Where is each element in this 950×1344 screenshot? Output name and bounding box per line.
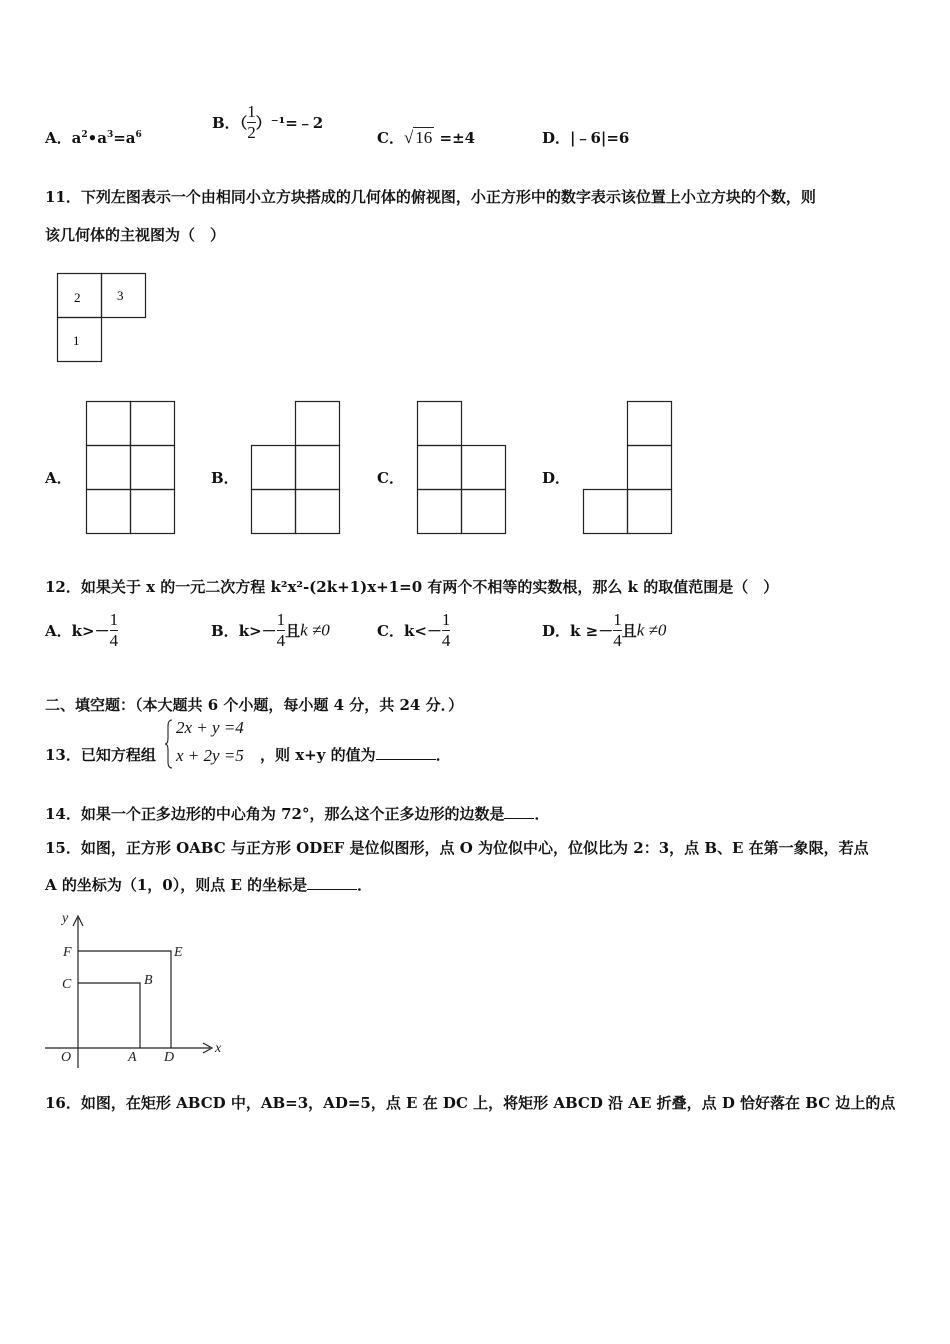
q11-option-b-label: B． [211, 469, 239, 487]
q13-prefix: 13．已知方程组 [45, 746, 156, 764]
label-d: D [164, 1050, 175, 1065]
answer-blank[interactable] [307, 875, 357, 890]
q11-option-c-label: C． [377, 469, 404, 487]
q13-suffix: ，则 x+y 的值为 ． [260, 746, 451, 764]
q12-option-a: A．k>－ $\frac{1}{4}$ [45, 610, 119, 650]
q12-option-d: D．k ≥－ $\frac{1}{4}$ 且k ≠0 [542, 610, 667, 650]
square-oabc [78, 983, 140, 1048]
label-o: O [61, 1050, 72, 1065]
label-f: F [63, 945, 72, 960]
q12-stem: 12．如果关于 x 的一元二次方程 k²x²-(2k+1)x+1=0 有两个不相等的实数根，那么 k 的取值范围是（ ） [45, 578, 779, 596]
q11-option-d-figure [577, 395, 677, 538]
q10-option-c: C．√ 16 =±4 [377, 128, 476, 147]
top-view-number: 3 [117, 288, 124, 303]
q13-equation-1: 2x + y =4 [176, 718, 244, 737]
top-view-number: 1 [73, 333, 80, 348]
label-y: y [62, 911, 69, 926]
q15-stem-line2: A 的坐标为（1，0），则点 E 的坐标是 ． [45, 876, 373, 894]
q11-stem-line1: 11．下列左图表示一个由相同小立方块搭成的几何体的俯视图，小正方形中的数字表示该位置上小立方块的个数，则 [45, 188, 816, 206]
label-a: A [128, 1050, 137, 1065]
q11-stem-line2: 该几何体的主视图为（ ） [45, 226, 226, 244]
fraction-one-quarter: $\frac{1}{4}$ [276, 610, 286, 650]
square-odef [78, 951, 171, 1048]
sqrt-sign-icon: √ [403, 128, 414, 147]
q11-option-a-label: A． [45, 469, 72, 487]
q11-option-c-figure [411, 395, 511, 538]
answer-blank[interactable] [376, 745, 436, 760]
top-view-cell [102, 274, 146, 318]
q11-option-a-figure [80, 395, 180, 538]
q16-stem: 16．如图，在矩形 ABCD 中，AB=3，AD=5，点 E 在 DC 上，将矩形 ABCD 沿 AE 折叠，点 D 恰好落在 BC 边上的点 [45, 1094, 896, 1112]
label-b: B [144, 973, 153, 988]
answer-blank[interactable] [504, 804, 534, 819]
q10-option-a: A．$a^2•a^3=a^6$ [45, 129, 142, 147]
q15-coordinate-figure [40, 908, 230, 1070]
q12-option-b: B．k>－ $\frac{1}{4}$ 且k ≠0 [211, 610, 330, 650]
fraction-one-quarter: $\frac{1}{4}$ [109, 610, 119, 650]
top-view-cell [58, 318, 102, 362]
q15-stem-line1: 15．如图，正方形 OABC 与正方形 ODEF 是位似图形，点 O 为位似中心，位似比为 2：3，点 B、E 在第一象限，若点 [45, 839, 869, 857]
q12-option-c: C．k<－ $\frac{1}{4}$ [377, 610, 451, 650]
section-heading: 二、填空题：（本大题共 6 个小题，每小题 4 分，共 24 分．） [45, 696, 464, 714]
fraction-one-quarter: $\frac{1}{4}$ [613, 610, 622, 650]
left-brace-icon [164, 718, 174, 770]
label-e: E [174, 945, 183, 960]
label-x: x [215, 1041, 222, 1056]
q11-option-b-figure [245, 395, 345, 538]
fraction-one-quarter: $\frac{1}{4}$ [441, 610, 451, 650]
q14-stem: 14．如果一个正多边形的中心角为 72°，那么这个正多边形的边数是 ． [45, 805, 550, 823]
q11-top-view-figure [50, 268, 160, 368]
label-c: C [62, 977, 72, 992]
q11-option-d-label: D． [542, 469, 571, 487]
q10-option-b: B．（ $\frac{1}{2}$ ）⁻¹=﹣2 [212, 102, 324, 142]
fraction-one-half: $\frac{1}{2}$ [247, 102, 256, 142]
q13-equation-2: x + 2y =5 [176, 746, 244, 765]
top-view-number: 2 [74, 290, 81, 305]
q10-option-d: D．|﹣6|=6 [542, 129, 630, 147]
